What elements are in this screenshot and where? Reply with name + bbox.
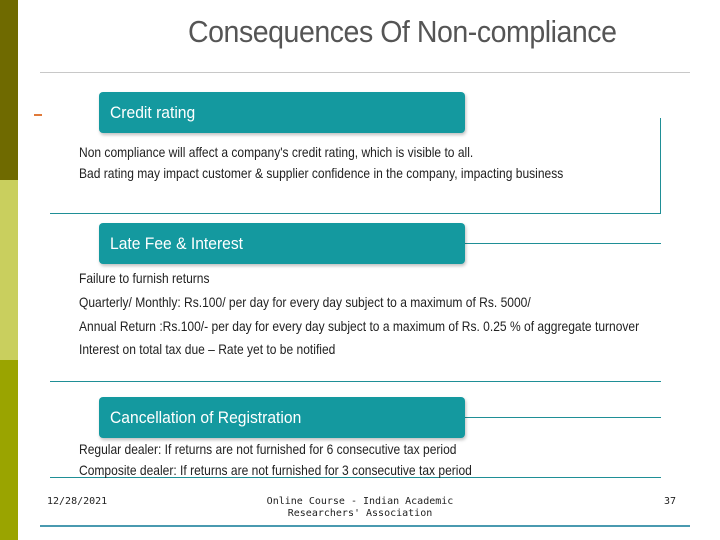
footer-org-line-2: Researchers' Association (287, 508, 433, 519)
section3-frame-top (465, 417, 661, 418)
dash-marker (34, 114, 42, 116)
late-fee-header (99, 223, 465, 264)
cancellation-line-1: Regular dealer: If returns are not furnished for 6 consecutive tax period (79, 441, 457, 457)
page-number: 37 (664, 496, 677, 507)
section1-frame-right (660, 118, 661, 214)
late-fee-line-3: Annual Return :Rs.100/- per day for every day subject to a maximum of Rs. 0.25 % of aggregate turnover (79, 318, 640, 334)
cancellation-header (99, 397, 465, 438)
late-fee-header-label: Late Fee & Interest (110, 233, 244, 253)
footer-date: 12/28/2021 (47, 496, 108, 507)
credit-rating-header-label: Credit rating (110, 102, 196, 122)
section2-frame-bottom (50, 381, 661, 382)
section2-frame-top (465, 243, 661, 244)
side-strip-top (0, 0, 18, 180)
late-fee-line-1: Failure to furnish returns (79, 270, 210, 286)
side-strip-bottom (0, 360, 18, 540)
late-fee-line-4: Interest on total tax due – Rate yet to be notified (79, 341, 336, 357)
credit-rating-line-2: Bad rating may impact customer & supplier confidence in the company, impacting business (79, 165, 564, 181)
footer-organization (250, 496, 470, 520)
side-strip-middle (0, 180, 18, 360)
cancellation-line-2: Composite dealer: If returns are not furnished for 3 consecutive tax period (79, 462, 472, 478)
title-divider (40, 72, 690, 73)
credit-rating-header (99, 92, 465, 133)
footer-divider (40, 525, 690, 527)
cancellation-header-label: Cancellation of Registration (110, 407, 302, 427)
slide-title: Consequences Of Non-compliance (188, 14, 617, 49)
late-fee-line-2: Quarterly/ Monthly: Rs.100/ per day for every day subject to a maximum of Rs. 5000/ (79, 294, 531, 310)
credit-rating-line-1: Non compliance will affect a company's credit rating, which is visible to all. (79, 144, 474, 160)
footer-org-line-1: Online Course - Indian Academic (266, 496, 454, 507)
section1-frame-bottom (50, 213, 661, 214)
